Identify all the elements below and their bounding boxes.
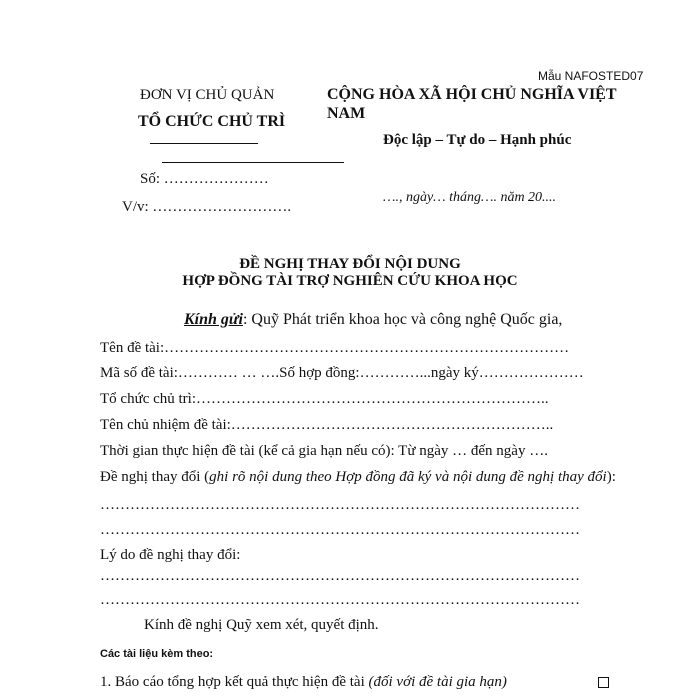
nation-name-line1: CỘNG HÒA XÃ HỘI CHỦ NGHĨA VIỆT <box>327 86 617 103</box>
change-request-prefix: Đề nghị thay đổi ( <box>100 469 210 485</box>
host-organization: TỔ CHỨC CHỦ TRÌ <box>138 113 286 130</box>
date-line: …., ngày… tháng…. năm 20.... <box>383 190 557 205</box>
form-code: Mẫu NAFOSTED07 <box>538 69 644 83</box>
change-request-line <box>100 469 616 486</box>
change-request-suffix: ): <box>606 469 616 485</box>
attachment-item-1 <box>100 674 507 691</box>
attachments-heading: Các tài liệu kèm theo: <box>100 648 214 660</box>
document-number: Số: ………………… <box>140 171 269 187</box>
recipient-name: : Quỹ Phát triển khoa học và công nghệ Quốc gia, <box>242 311 563 328</box>
change-request-instruction: ghi rõ nội dung theo Hợp đồng đã ký và nội dung đề nghị thay đổi <box>209 469 607 485</box>
document-title-line1: ĐỀ NGHỊ THAY ĐỔI NỘI DUNG <box>239 256 461 272</box>
project-leader-field: Tên chủ nhiệm đề tài:……………………………………………………….. <box>100 417 554 433</box>
recipient-line <box>184 311 562 329</box>
reason-blank-2: …………………………………………………………………………………… <box>100 592 580 608</box>
blank-line <box>162 162 344 163</box>
host-org-field: Tổ chức chủ trì:…………………………………………………………….. <box>100 391 549 407</box>
project-duration-field: Thời gian thực hiện đề tài (kể cả gia hạn nếu có): Từ ngày … đến ngày …. <box>100 443 548 459</box>
recipient-label: Kính gửi <box>184 311 243 328</box>
attachment-1-checkbox[interactable] <box>598 677 609 688</box>
nation-name-line2: NAM <box>327 105 366 122</box>
reason-label: Lý do đề nghị thay đổi: <box>100 547 241 563</box>
attachment-item-1-note: (đối với đề tài gia hạn) <box>368 674 507 690</box>
organization-underline <box>150 143 258 144</box>
national-motto: Độc lập – Tự do – Hạnh phúc <box>383 132 572 148</box>
change-request-blank-2: …………………………………………………………………………………… <box>100 522 580 538</box>
project-name-field: Tên đề tài:……………………………………………………………………… <box>100 340 570 356</box>
project-code-field: Mã số đề tài:………… … ….Số hợp đồng:…………...ngày ký………………… <box>100 365 584 381</box>
change-request-blank-1: …………………………………………………………………………………… <box>100 497 580 513</box>
attachment-item-1-text: 1. Báo cáo tổng hợp kết quả thực hiện đề tài <box>100 674 369 690</box>
governing-agency: ĐƠN VỊ CHỦ QUẢN <box>140 87 275 103</box>
closing-request: Kính đề nghị Quỹ xem xét, quyết định. <box>144 617 379 633</box>
document-subject: V/v: ………………………. <box>122 199 292 215</box>
document-title-line2: HỢP ĐỒNG TÀI TRỢ NGHIÊN CỨU KHOA HỌC <box>182 273 518 289</box>
reason-blank-1: …………………………………………………………………………………… <box>100 568 580 584</box>
